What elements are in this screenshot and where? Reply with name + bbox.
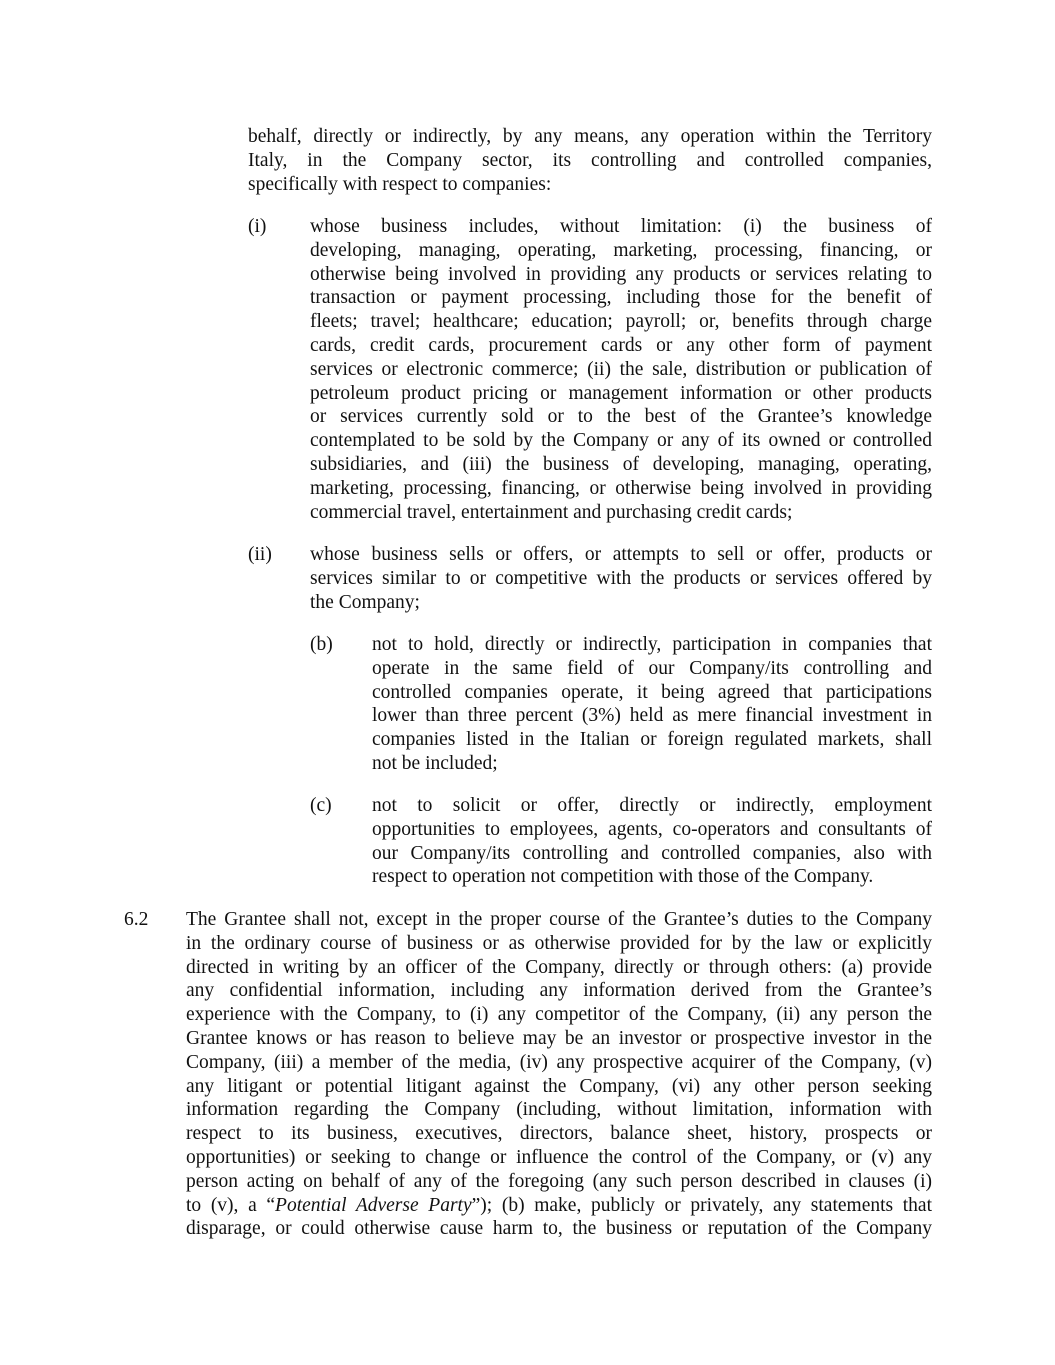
item-ii-line: whose business sells or offers, or attempts to sell or offer, products or [310, 544, 932, 565]
section-6-2-line: in the ordinary course of business or as otherwise provided for by the law or explicitly [186, 932, 932, 954]
item-c-line: respect to operation not competition with those of the Company. [372, 866, 874, 888]
item-i-paragraph [310, 215, 932, 524]
item-i-line: subsidiaries, and (iii) the business of developing, managing, operating, [310, 453, 932, 475]
section-6-2-line: Grantee knows or has reason to believe may be an investor or prospective investor in the [186, 1027, 932, 1049]
item-i-line: contemplated to be sold by the Company or any of its owned or controlled [310, 430, 932, 452]
section-6-2-line [186, 1194, 932, 1218]
section-6-2-line: respect to its business, executives, directors, balance sheet, history, prospects or [186, 1123, 932, 1145]
section-6-2-label: 6.2 [124, 909, 149, 930]
item-c-label: (c) [310, 795, 332, 816]
item-ii-label: (ii) [248, 544, 272, 565]
item-c-paragraph [372, 794, 932, 889]
item-b-line: controlled companies operate, it being agreed that participations [372, 681, 932, 703]
section-6-2-line: any litigant or potential litigant against the Company, (vi) any other person seeking [186, 1075, 932, 1097]
item-i-line: developing, managing, operating, marketing, processing, financing, or [310, 239, 932, 261]
intro-line: Italy, in the Company sector, its controlling and controlled companies, [248, 149, 932, 171]
item-b-line: not be included; [372, 752, 498, 774]
item-i-line: or services currently sold or to the best of the Grantee’s knowledge [310, 406, 932, 428]
item-i-line: cards, credit cards, procurement cards or any other form of payment [310, 334, 932, 356]
section-6-2-line: opportunities) or seeking to change or influence the control of the Company, or (v) any [186, 1146, 932, 1168]
item-i-line: fleets; travel; healthcare; education; payroll; or, benefits through charge [310, 311, 932, 333]
item-i-line: transaction or payment processing, including those for the benefit of [310, 287, 932, 309]
section-6-2-line: disparage, or could otherwise cause harm to, the business or reputation of the Company [186, 1218, 932, 1240]
intro-paragraph [248, 125, 932, 196]
item-i-line: whose business includes, without limitation: (i) the business of [310, 216, 932, 237]
intro-line: behalf, directly or indirectly, by any means, any operation within the Territory [248, 126, 932, 147]
line13-after: ”); (b) make, publicly or privately, any statements that [471, 1194, 932, 1216]
section-6-2-line: directed in writing by an officer of the Company, directly or through others: (a) provide [186, 956, 932, 978]
item-c-line: opportunities to employees, agents, co-operators and consultants of [372, 818, 932, 840]
item-i-line: otherwise being involved in providing any products or services relating to [310, 263, 932, 285]
item-c-line: our Company/its controlling and controlled companies, also with [372, 842, 932, 864]
item-i-label: (i) [248, 216, 267, 237]
item-b-paragraph [372, 633, 932, 776]
item-c-line: not to solicit or offer, directly or indirectly, employment [372, 795, 932, 816]
intro-line: specifically with respect to companies: [248, 173, 552, 195]
section-6-2-line: person acting on behalf of any of the foregoing (any such person described in clauses (i) [186, 1170, 932, 1192]
item-ii-line: the Company; [310, 591, 420, 613]
item-b-line: companies listed in the Italian or foreign regulated markets, shall [372, 729, 932, 751]
item-ii-line: services similar to or competitive with the products or services offered by [310, 567, 932, 589]
item-b-line: operate in the same field of our Company/its controlling and [372, 657, 932, 679]
section-6-2-line: experience with the Company, to (i) any competitor of the Company, (ii) any person the [186, 1004, 932, 1026]
item-b-line: lower than three percent (3%) held as mere financial investment in [372, 705, 932, 727]
item-i-line: commercial travel, entertainment and purchasing credit cards; [310, 501, 793, 523]
section-6-2-line: Company, (iii) a member of the media, (iv) any prospective acquirer of the Company, (v) [186, 1051, 932, 1073]
item-i-line: services or electronic commerce; (ii) the sale, distribution or publication of [310, 358, 932, 380]
item-i-line: marketing, processing, financing, or otherwise being involved in providing [310, 477, 932, 499]
item-b-line: not to hold, directly or indirectly, participation in companies that [372, 634, 932, 655]
section-6-2-line: information regarding the Company (including, without limitation, information with [186, 1099, 932, 1121]
item-b-label: (b) [310, 634, 333, 655]
section-6-2-line: any confidential information, including any information derived from the Grantee’s [186, 980, 932, 1002]
item-i-line: petroleum product pricing or management information or other products [310, 382, 932, 404]
section-6-2-line: The Grantee shall not, except in the proper course of the Grantee’s duties to the Company [186, 909, 932, 930]
defined-term-potential-adverse-party: Potential Adverse Party [275, 1194, 472, 1216]
item-ii-paragraph [310, 543, 932, 614]
section-6-2-paragraph [186, 908, 932, 1241]
line13-before: to (v), a “ [186, 1194, 276, 1216]
